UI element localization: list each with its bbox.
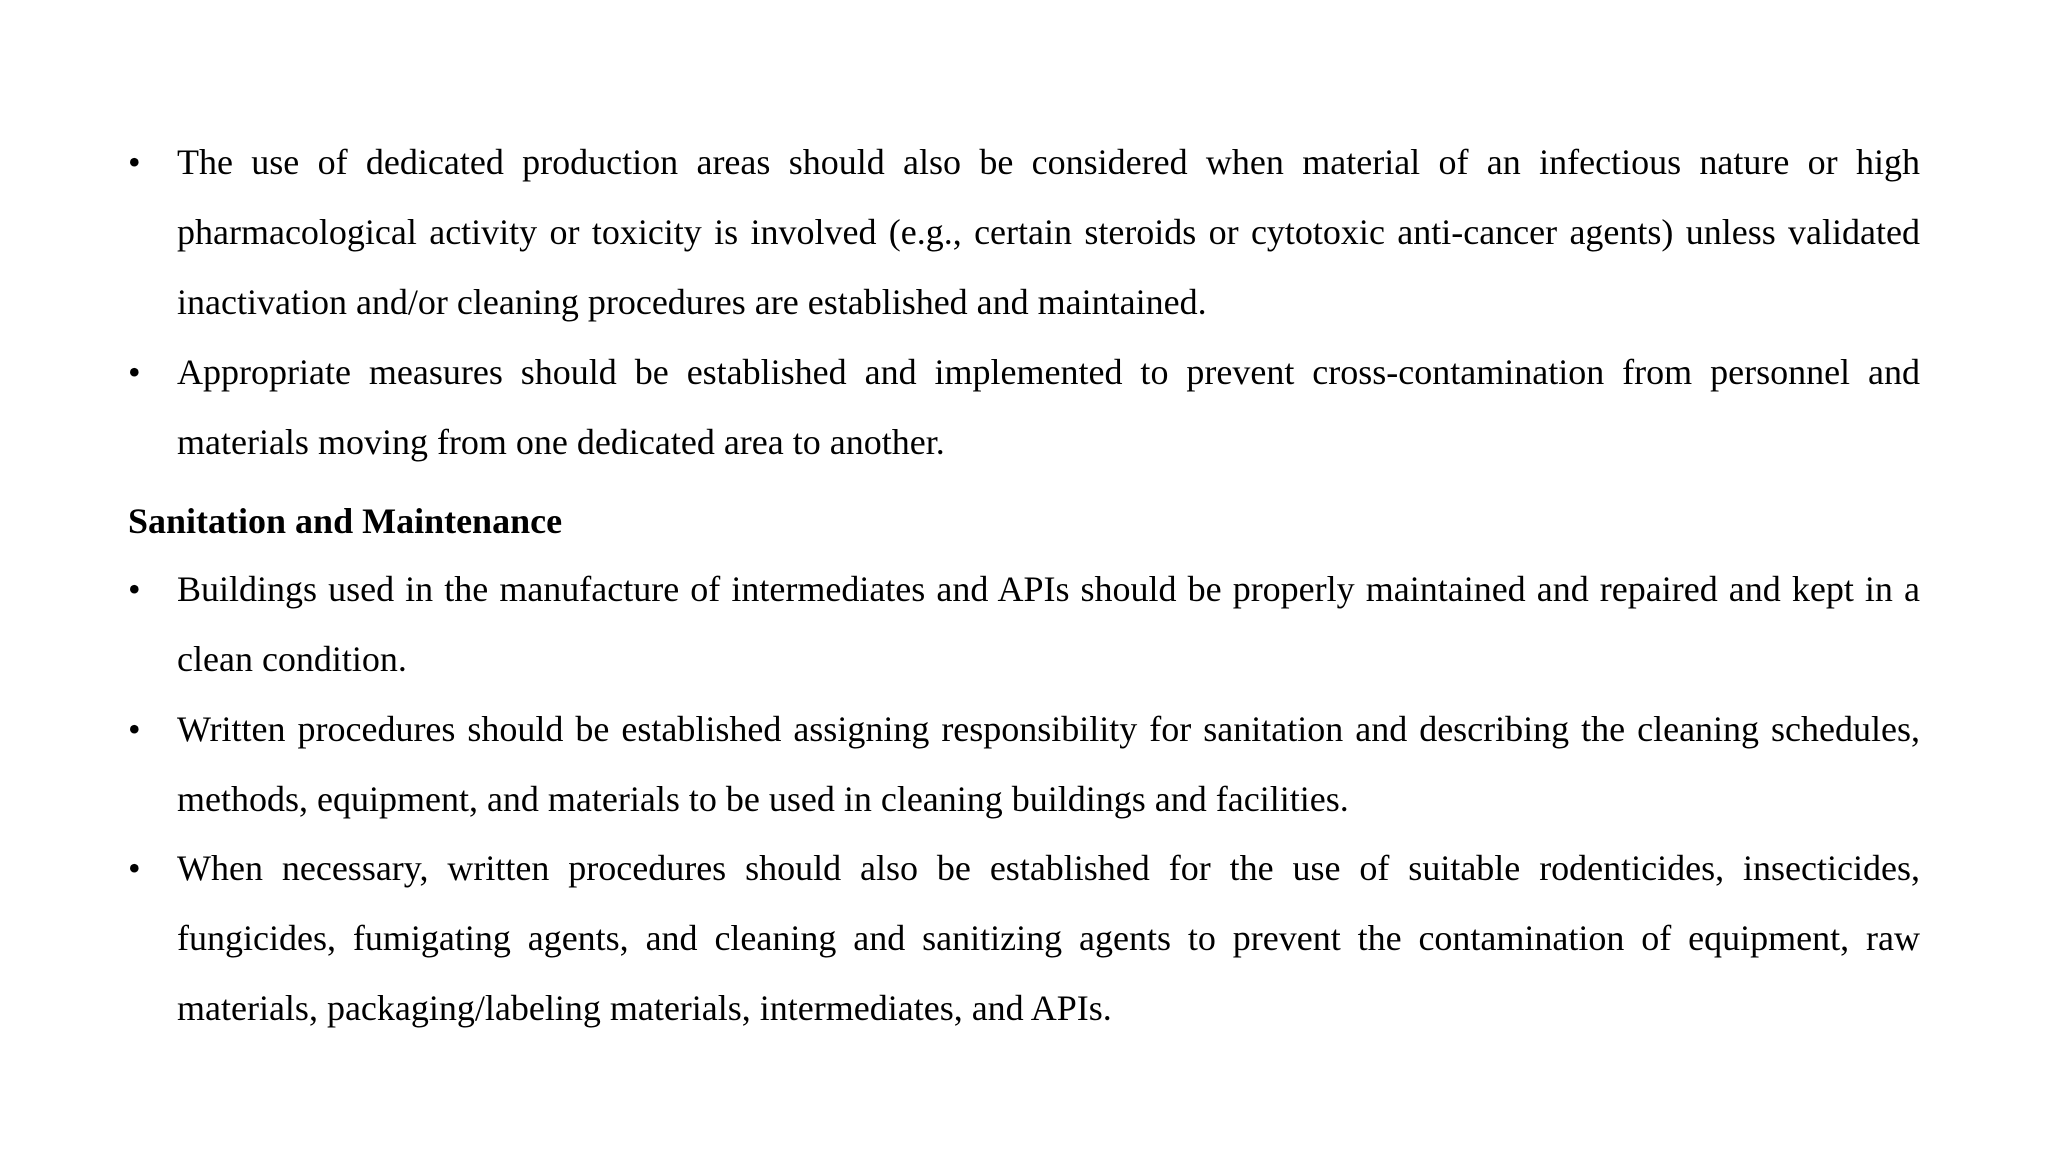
bullet-text: When necessary, written procedures should also be established for the use of suitable rodenticides, insecticides, fungicides, fumigating agents, and cleaning and sanitizing agents to prevent the contamination of equipment, raw materials, packaging/labeling materials, intermediates, and APIs. bbox=[177, 848, 1920, 1028]
section-heading: Sanitation and Maintenance bbox=[128, 501, 563, 541]
bullet-marker: • bbox=[128, 569, 141, 609]
bullet-item bbox=[128, 127, 1920, 337]
bullet-item bbox=[128, 694, 1920, 834]
bullet-marker: • bbox=[128, 848, 141, 888]
bullet-text: Written procedures should be established assigning responsibility for sanitation and describing the cleaning schedules, methods, equipment, and materials to be used in cleaning buildings and facilities. bbox=[177, 709, 1920, 819]
bullet-text: Appropriate measures should be established and implemented to prevent cross-contamination from personnel and materials moving from one dedicated area to another. bbox=[177, 352, 1920, 462]
bullet-item bbox=[128, 337, 1920, 477]
bullet-marker: • bbox=[128, 709, 141, 749]
bullet-marker: • bbox=[128, 142, 141, 182]
bullet-text: Buildings used in the manufacture of intermediates and APIs should be properly maintained and repaired and kept in a clean condition. bbox=[177, 569, 1920, 679]
bullet-item bbox=[128, 833, 1920, 1043]
bullet-text: The use of dedicated production areas should also be considered when material of an infectious nature or high pharmacological activity or toxicity is involved (e.g., certain steroids or cytotoxic anti-cancer agents) unless validated inactivation and/or cleaning procedures are established and maintained. bbox=[177, 142, 1920, 322]
bullet-item bbox=[128, 554, 1920, 694]
bullet-marker: • bbox=[128, 352, 141, 392]
